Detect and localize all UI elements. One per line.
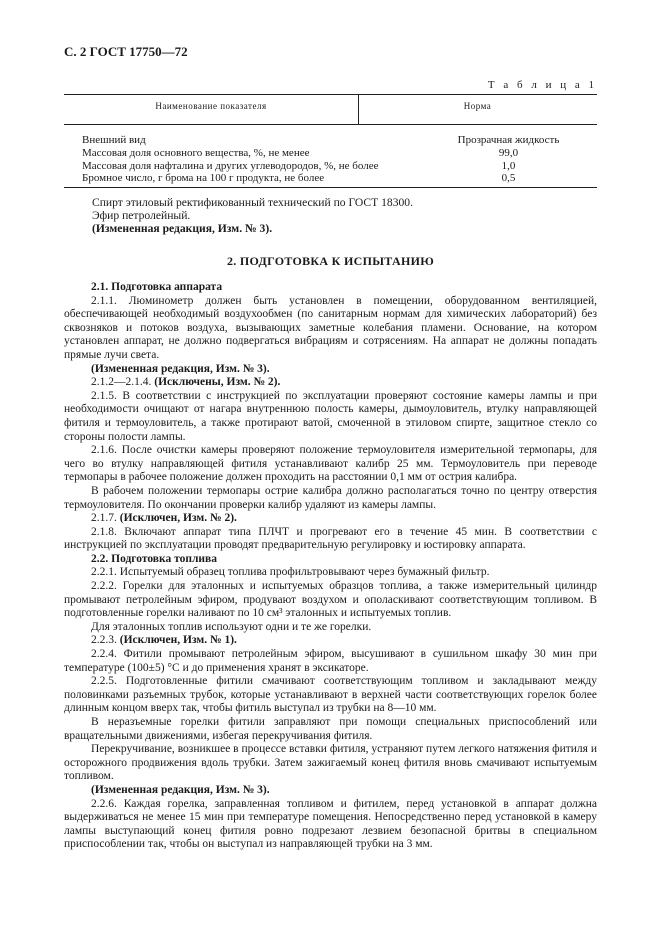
table-top-rule	[64, 94, 597, 95]
paragraph-heading: (Измененная редакция, Изм. № 3).	[91, 362, 270, 375]
paragraph	[64, 512, 597, 526]
table-cell-norm: 99,0	[498, 147, 519, 159]
paragraph-text: 2.2.1. Испытуемый образец топлива профильтровывают через бумажный фильтр.	[91, 566, 490, 579]
table-label: Т а б л и ц а 1	[487, 79, 597, 91]
paragraph-text: 2.1.1. Люминометр должен быть установлен в помещении, оборудованном вентиляцией, обеспечивающей необходимый воздухообмен (по санитарным нормам для химических лабораторий) без сквозняков и потоков воздуха, вызывающих заметные колебания пламени. Основание, на котором установлен аппарат, не должно подвергаться вибрациям и сотрясениям. На аппарат не должны попадать прямые лучи света.	[64, 294, 597, 361]
paragraph	[64, 376, 597, 390]
paragraph	[64, 566, 597, 580]
paragraph	[64, 485, 597, 512]
paragraph	[64, 621, 597, 635]
note-line: Эфир петролейный.	[92, 209, 191, 222]
paragraph	[64, 553, 597, 567]
paragraph-text: 2.1.5. В соответствии с инструкцией по эксплуатации проверяют состояние камеры лампы и при необходимости очищают от нагара внутреннюю полость камеры, дымоуловитель, втулку направляющей фитиля и термоуловитель, а также протирают ватой, смоченной в этиловом спирте, защитное стекло со стороны полости лампы.	[64, 389, 597, 443]
paragraph	[64, 634, 597, 648]
paragraph	[64, 526, 597, 553]
paragraph	[64, 363, 597, 377]
paragraph-text: 2.2.5. Подготовленные фитили смачивают соответствующим топливом и закладывают между половинками разъемных трубок, которые устанавливают в верхней части соответствующих горелок более длинным концом вверх так, чтобы фитиль выступал из трубки на 8—10 мм.	[64, 675, 597, 715]
paragraph	[64, 798, 597, 852]
amendment-note: (Исключен, Изм. № 1).	[119, 634, 237, 647]
body-text	[64, 281, 597, 852]
paragraph-heading: 2.2. Подготовка топлива	[91, 552, 218, 565]
page-header: С. 2 ГОСТ 17750—72	[64, 44, 188, 59]
table-cell-norm: Прозрачная жидкость	[457, 134, 560, 146]
paragraph-text: В неразъемные горелки фитили заправляют при помощи специальных приспособлений или вращательными движениями, избегая перекручивания фитиля.	[64, 716, 597, 742]
paragraph-text: 2.2.2. Горелки для эталонных и испытуемых образцов топлива, а также измерительный цилиндр промывают петролейным эфиром, продувают воздухом и ополаскивают соответствующим топливом. В подготовленные горелки наливают по 10 см³ эталонных и испытуемых топлив.	[64, 580, 597, 620]
paragraph-heading: (Измененная редакция, Изм. № 3).	[91, 783, 270, 796]
section-title: 2. ПОДГОТОВКА К ИСПЫТАНИЮ	[226, 254, 435, 268]
paragraph	[64, 444, 597, 485]
table-cell-indicator: Массовая доля нафталина и других углеводородов, %, не более	[82, 160, 379, 172]
paragraph	[64, 281, 597, 295]
note-line: Спирт этиловый ректификованный технический по ГОСТ 18300.	[92, 196, 414, 209]
table-header-norm: Норма	[463, 101, 492, 111]
table-cell-indicator: Внешний вид	[82, 134, 146, 146]
paragraph-text: В рабочем положении термопары острие калибра должно располагаться точно по центру отверстия термоуловителя. По окончании проверки калибр удаляют из камеры лампы.	[64, 484, 597, 511]
amendment-note: (Измененная редакция, Изм. № 3).	[92, 222, 273, 235]
paragraph-text: 2.2.3.	[91, 634, 120, 647]
amendment-note: (Исключены, Изм. № 2).	[154, 376, 281, 389]
table-row	[64, 172, 597, 185]
paragraph	[64, 580, 597, 621]
paragraph-text: Для эталонных топлив используют одни и те же горелки.	[91, 620, 372, 633]
table-cell-norm: 1,0	[501, 160, 516, 172]
table-header-indicator: Наименование показателя	[155, 101, 267, 111]
paragraph-text: Перекручивание, возникшее в процессе вставки фитиля, устраняют путем легкого натяжения фитиля и осторожного продвижения вдоль трубки. Затем зажигаемый конец фитиля вновь смачивают испытуемым топливом.	[64, 743, 597, 783]
paragraph	[64, 743, 597, 784]
paragraph	[64, 295, 597, 363]
table-cell-indicator: Бромное число, г брома на 100 г продукта, не более	[82, 172, 325, 184]
paragraph	[64, 648, 597, 675]
table-bottom-rule	[64, 187, 597, 188]
amendment-note: (Исключен, Изм. № 2).	[119, 512, 237, 525]
paragraph	[64, 675, 597, 716]
paragraph-heading: 2.1. Подготовка аппарата	[91, 281, 223, 293]
table-cell-indicator: Массовая доля основного вещества, %, не менее	[82, 147, 310, 159]
paragraph-text: 2.1.6. После очистки камеры проверяют положение термоуловителя измерительной термопары, для чего во втулку направляющей фитиля устанавливают калибр 25 мм. Термоуловитель при переводе термопары в рабочее положение должен проходить на расстоянии 0,1 мм от острия калибра.	[64, 444, 597, 484]
table-row	[64, 147, 597, 160]
table-header-rule	[64, 124, 597, 125]
paragraph-text: 2.2.6. Каждая горелка, заправленная топливом и фитилем, перед установкой в аппарат должна выдерживаться не менее 15 мин при температуре помещения. Непосредственно перед установкой в камеру лампы выступающий конец фитиля ровно подрезают лезвием безопасной бритвы в специальном приспособлении так, чтобы он выступал из направляющей трубки на 3 мм.	[64, 797, 597, 851]
paragraph	[64, 390, 597, 444]
paragraph-text: 2.1.7.	[91, 512, 120, 525]
table-row	[64, 134, 597, 147]
paragraph-text: 2.1.8. Включают аппарат типа ПЛЧТ и прогревают его в течение 45 мин. В соответствии с инструкцией по эксплуатации проводят предварительную регулировку и юстировку аппарата.	[64, 525, 597, 552]
paragraph-text: 2.1.2—2.1.4.	[91, 376, 155, 389]
paragraph-text: 2.2.4. Фитили промывают петролейным эфиром, высушивают в сушильном шкафу 30 мин при температуре (100±5) °С и до применения хранят в эксикаторе.	[64, 648, 597, 674]
table-cell-norm: 0,5	[501, 172, 516, 184]
paragraph	[64, 716, 597, 743]
paragraph	[64, 784, 597, 798]
